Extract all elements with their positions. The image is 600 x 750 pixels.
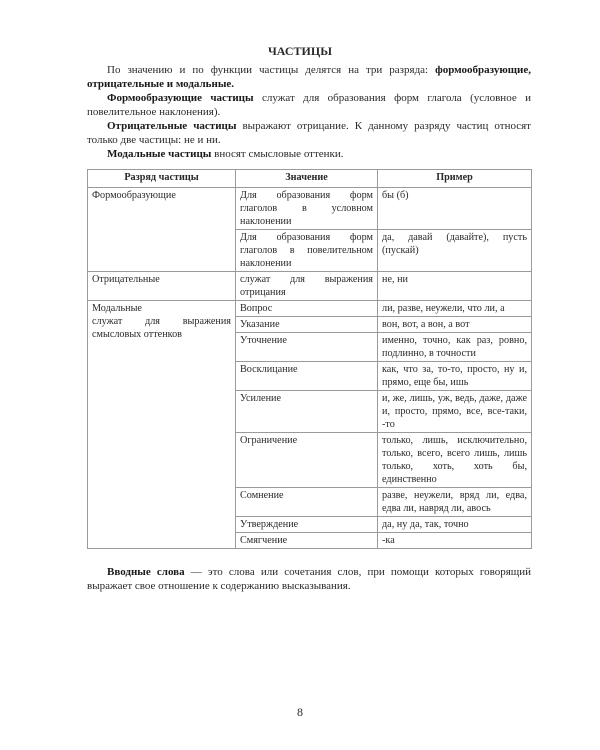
table-row — [88, 272, 532, 301]
intro-paragraph — [87, 119, 531, 147]
outro-text — [87, 565, 531, 593]
header-example: Пример — [378, 170, 532, 188]
page-title: ЧАСТИЦЫ — [268, 44, 332, 58]
meaning-cell: Указание — [236, 317, 378, 333]
intro-text — [87, 63, 531, 161]
table-header — [88, 170, 532, 188]
text: выражают отрицание. К данному разряду частиц относят только две частицы: не и ни. — [87, 120, 531, 146]
example-cell: как, что за, то-то, просто, ну и, прямо, еще бы, ишь — [378, 362, 532, 391]
outro-paragraph — [87, 565, 531, 593]
text: служат для образования форм глагола (условное и повелительное наклонения). — [87, 92, 531, 118]
page-number: 8 — [297, 705, 303, 719]
meaning-cell: Смягчение — [236, 533, 378, 549]
header-category: Разряд частицы — [88, 170, 236, 188]
example-cell: ли, разве, неужели, что ли, а — [378, 301, 532, 317]
text: — это слова или сочетания слов, при помощи которых говорящий выражает свое отношение к содержанию высказывания. — [87, 566, 532, 592]
bold-term: Модальные частицы — [107, 148, 212, 160]
meaning-cell: Ограничение — [236, 433, 378, 488]
bold-term: формообразующие, отрицательные и модальные. — [87, 64, 531, 90]
meaning-cell: Восклицание — [236, 362, 378, 391]
example-cell: -ка — [378, 533, 532, 549]
page — [9, 0, 600, 750]
intro-paragraph — [87, 147, 531, 161]
example-cell: вон, вот, а вон, а вот — [378, 317, 532, 333]
example-cell: именно, точно, как раз, ровно, подлинно, в точности — [378, 333, 532, 362]
example-cell: только, лишь, исключительно, только, всего, всего лишь, лишь только, хоть, хоть бы, единственно — [378, 433, 532, 488]
category-cell: Формообразующие — [88, 188, 236, 272]
example-cell: и, же, лишь, уж, ведь, даже, даже и, просто, прямо, все, все-таки, -то — [378, 391, 532, 433]
intro-paragraph — [87, 91, 531, 119]
category-description: служат для выражения смысловых оттенков — [92, 316, 231, 340]
table-row — [88, 301, 532, 317]
bold-term: Формообразующие частицы — [107, 92, 254, 104]
table-row — [88, 188, 532, 230]
category-cell — [88, 301, 236, 549]
text: По значению и по функции частицы делятся на три разряда: — [107, 64, 436, 76]
example-cell: не, ни — [378, 272, 532, 301]
meaning-cell: Вопрос — [236, 301, 378, 317]
meaning-cell: Утверждение — [236, 517, 378, 533]
category-cell: Отрицательные — [88, 272, 236, 301]
meaning-cell: Сомнение — [236, 488, 378, 517]
bold-term: Вводные слова — [107, 566, 185, 578]
bold-term: Отрицательные частицы — [107, 120, 237, 132]
meaning-cell: служат для выражения отрицания — [236, 272, 378, 301]
example-cell: разве, неужели, вряд ли, едва, едва ли, навряд ли, авось — [378, 488, 532, 517]
meaning-cell: Для образования форм глаголов в повелительном наклонении — [236, 230, 378, 272]
text: вносят смысловые оттенки. — [211, 148, 344, 160]
intro-paragraph — [87, 63, 531, 91]
meaning-cell: Для образования форм глаголов в условном наклонении — [236, 188, 378, 230]
meaning-cell: Уточнение — [236, 333, 378, 362]
meaning-cell: Усиление — [236, 391, 378, 433]
header-meaning: Значение — [236, 170, 378, 188]
example-cell: бы (б) — [378, 188, 532, 230]
particles-table — [87, 169, 532, 549]
example-cell: да, давай (давайте), пусть (пускай) — [378, 230, 532, 272]
category-name: Модальные — [92, 303, 142, 314]
example-cell: да, ну да, так, точно — [378, 517, 532, 533]
